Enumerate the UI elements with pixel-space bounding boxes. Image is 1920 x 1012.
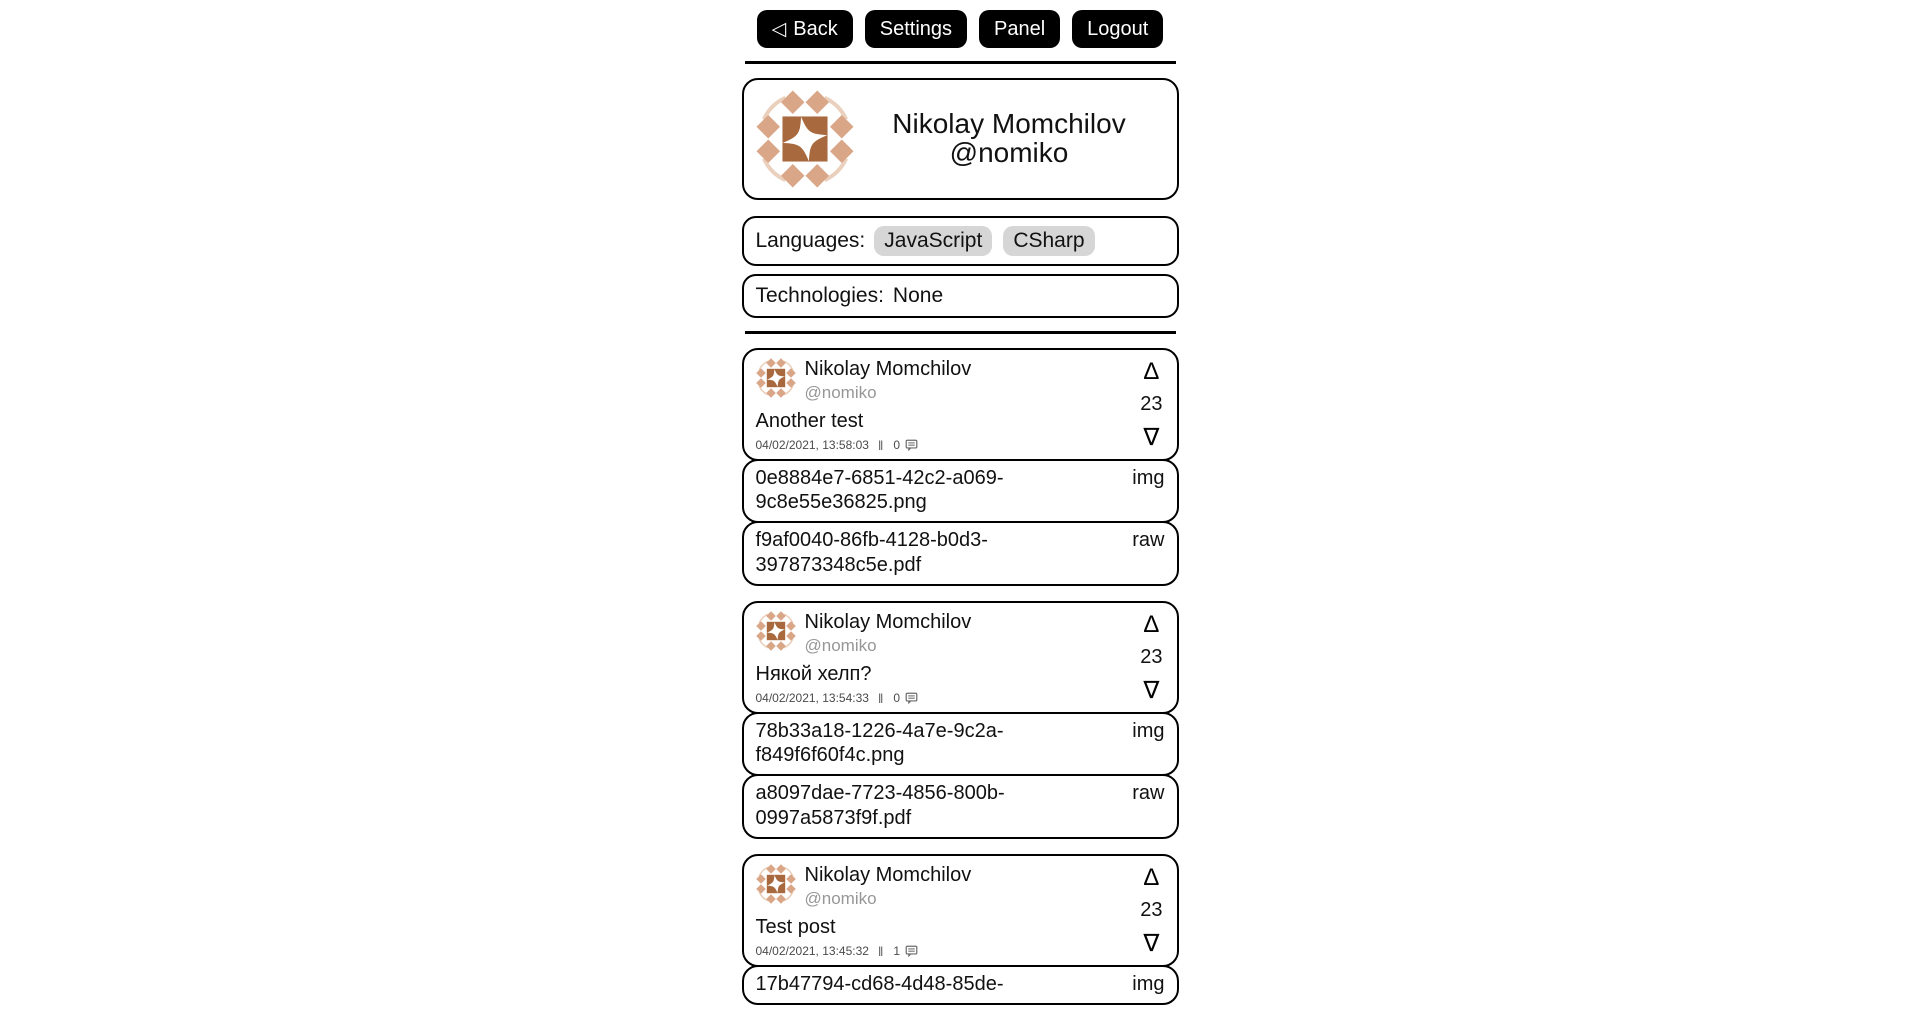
post-author-name: Nikolay Momchilov	[804, 611, 972, 634]
meta-separator: ‖	[877, 437, 884, 453]
post-avatar-identicon	[756, 358, 796, 398]
post-avatar-identicon	[756, 611, 796, 651]
profile-card	[742, 78, 1179, 200]
downvote-button[interactable]: ∇	[1143, 929, 1160, 957]
comment-count: 0	[893, 438, 900, 453]
logout-button[interactable]	[1072, 10, 1163, 48]
post-card[interactable]	[742, 854, 1179, 967]
profile-handle: @nomiko	[949, 137, 1069, 168]
post-header	[756, 864, 1165, 909]
post-timestamp: 04/02/2021, 13:58:03	[755, 438, 869, 453]
post-score: 23	[1140, 646, 1163, 669]
posts-list	[742, 348, 1179, 1005]
profile-name: Nikolay Momchilov	[892, 108, 1126, 140]
post-avatar-identicon	[756, 864, 796, 904]
post-score: 23	[1140, 393, 1163, 416]
attachment-row[interactable]	[742, 712, 1179, 777]
meta-separator: ‖	[877, 943, 884, 959]
post-author-name: Nikolay Momchilov	[804, 358, 972, 380]
post-title: Another test	[755, 409, 864, 432]
speech-bubble-icon	[905, 692, 918, 705]
post-body	[756, 864, 1165, 959]
post	[742, 348, 1179, 586]
technologies-label: Technologies:	[755, 284, 884, 307]
post-author	[805, 611, 972, 656]
post-body	[756, 358, 1165, 453]
post-meta	[756, 438, 1165, 453]
attachment-filename: 78b33a18-1226-4a7e-9c2a-f849f6f60f4c.png	[755, 719, 1004, 767]
comment-count: 0	[893, 691, 900, 706]
post-card[interactable]	[742, 348, 1179, 461]
post-title: Някой хелп?	[755, 662, 872, 685]
back-button[interactable]	[757, 10, 853, 48]
post-author-handle: @nomiko	[804, 889, 877, 909]
back-arrow-icon: ◁	[771, 18, 787, 40]
attachment-type: raw	[1132, 529, 1165, 552]
languages-box	[742, 216, 1179, 266]
top-divider	[745, 61, 1176, 64]
vote-column	[1140, 613, 1162, 703]
attachments	[742, 712, 1179, 840]
post-author	[805, 864, 972, 909]
attachment-type: raw	[1132, 782, 1165, 805]
technologies-value: None	[892, 284, 944, 307]
upvote-button[interactable]: ∆	[1144, 864, 1159, 892]
vote-column	[1140, 360, 1162, 450]
upvote-button[interactable]: ∆	[1144, 358, 1159, 385]
comment-count: 1	[893, 944, 900, 959]
speech-bubble-icon	[905, 945, 918, 958]
vote-column	[1140, 866, 1162, 956]
languages-label: Languages:	[755, 229, 866, 252]
post-timestamp: 04/02/2021, 13:54:33	[755, 691, 869, 706]
attachment-row[interactable]	[742, 965, 1179, 1005]
post-header	[756, 611, 1165, 656]
post-title: Test post	[755, 915, 836, 938]
post-meta	[756, 944, 1165, 959]
posts-divider	[745, 331, 1176, 334]
panel-button[interactable]	[979, 10, 1060, 48]
settings-button[interactable]	[865, 10, 967, 48]
settings-button-label: Settings	[879, 18, 953, 40]
speech-bubble-icon	[905, 439, 918, 452]
language-tag: CSharp	[1003, 226, 1094, 256]
post-meta	[756, 691, 1165, 706]
meta-separator: ‖	[877, 690, 884, 706]
back-button-label: Back	[793, 18, 838, 40]
post	[742, 854, 1179, 1005]
post-author	[805, 358, 972, 403]
post-timestamp: 04/02/2021, 13:45:32	[755, 944, 869, 959]
attachment-type: img	[1132, 719, 1165, 742]
attachments	[742, 965, 1179, 1005]
post-body	[756, 611, 1165, 706]
attachment-row[interactable]	[742, 459, 1179, 524]
downvote-button[interactable]: ∇	[1143, 423, 1160, 451]
technologies-box	[742, 274, 1179, 318]
post-card[interactable]	[742, 601, 1179, 714]
attachment-filename: f9af0040-86fb-4128-b0d3-397873348c5e.pdf	[755, 529, 988, 576]
upvote-button[interactable]: ∆	[1144, 611, 1159, 639]
toolbar	[742, 10, 1179, 48]
post-score: 23	[1140, 899, 1163, 922]
logout-button-label: Logout	[1087, 18, 1149, 40]
post-header	[756, 358, 1165, 403]
languages-list	[874, 226, 1094, 256]
post-author-handle: @nomiko	[804, 636, 877, 656]
attachment-row[interactable]	[742, 774, 1179, 839]
profile-names	[854, 110, 1165, 167]
attachment-row[interactable]	[742, 521, 1179, 586]
attachment-type: img	[1132, 466, 1165, 489]
attachment-filename: 0e8884e7-6851-42c2-a069-9c8e55e36825.png	[755, 466, 1004, 513]
post-author-handle: @nomiko	[804, 383, 877, 402]
attachment-filename: 17b47794-cd68-4d48-85de-	[755, 972, 1004, 995]
post	[742, 601, 1179, 839]
downvote-button[interactable]: ∇	[1143, 676, 1160, 704]
language-tag: JavaScript	[874, 226, 992, 256]
post-author-name: Nikolay Momchilov	[804, 864, 972, 887]
attachment-filename: a8097dae-7723-4856-800b-0997a5873f9f.pdf	[755, 782, 1005, 829]
panel-button-label: Panel	[994, 18, 1046, 40]
profile-avatar-identicon	[756, 90, 854, 188]
profile-page	[742, 0, 1179, 1005]
attachments	[742, 459, 1179, 587]
attachment-type: img	[1132, 972, 1165, 995]
